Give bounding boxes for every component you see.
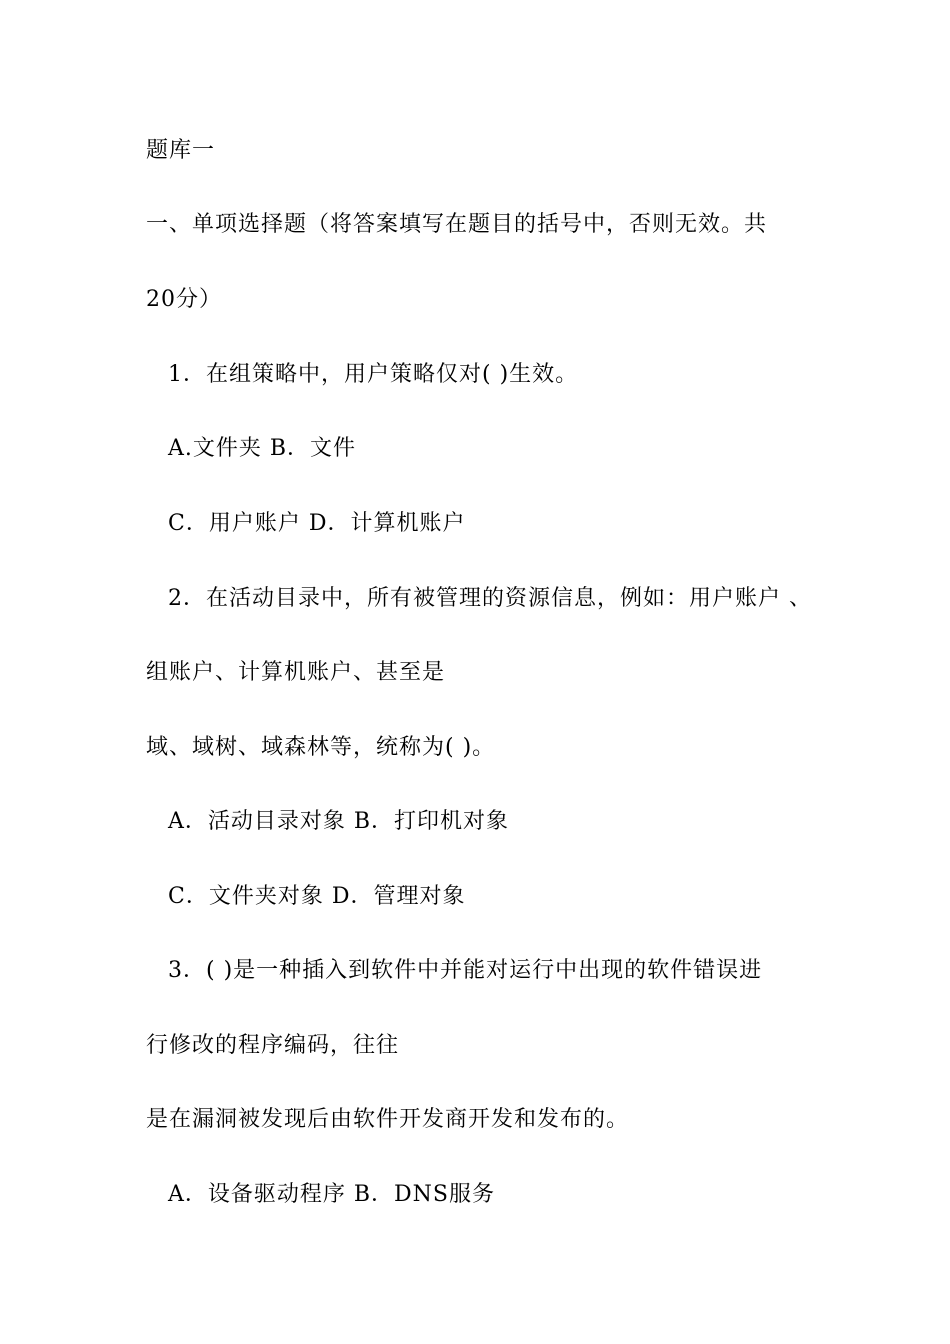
question-3-options-ab: A．设备驱动程序 B．DNS服务 (168, 1182, 496, 1207)
section-heading-line-1: 一、单项选择题（将答案填写在题目的括号中，否则无效。共 (146, 212, 768, 237)
question-1-options-ab: A.文件夹 B．文件 (168, 436, 357, 461)
question-2-stem-line-2: 组账户、计算机账户、甚至是 (146, 660, 446, 685)
question-1-options-cd: C．用户账户 D．计算机账户 (168, 511, 466, 536)
question-1-stem: 1．在组策略中，用户策略仅对( )生效。 (168, 362, 579, 387)
question-3-stem-line-3: 是在漏洞被发现后由软件开发商开发和发布的。 (146, 1107, 630, 1132)
question-3-stem-line-2: 行修改的程序编码，往往 (146, 1033, 400, 1058)
question-2-stem-line-3: 域、域树、域森林等，统称为( )。 (146, 735, 496, 760)
section-heading-line-2: 20分） (146, 287, 222, 312)
question-2-options-cd: C．文件夹对象 D．管理对象 (168, 884, 466, 909)
document-title: 题库一 (146, 138, 216, 163)
question-2-options-ab: A．活动目录对象 B．打印机对象 (168, 809, 510, 834)
question-3-stem-line-1: 3．( )是一种插入到软件中并能对运行中出现的软件错误进 (168, 958, 763, 983)
question-2-stem-line-1: 2．在活动目录中，所有被管理的资源信息，例如：用户账户 、 (168, 586, 812, 611)
